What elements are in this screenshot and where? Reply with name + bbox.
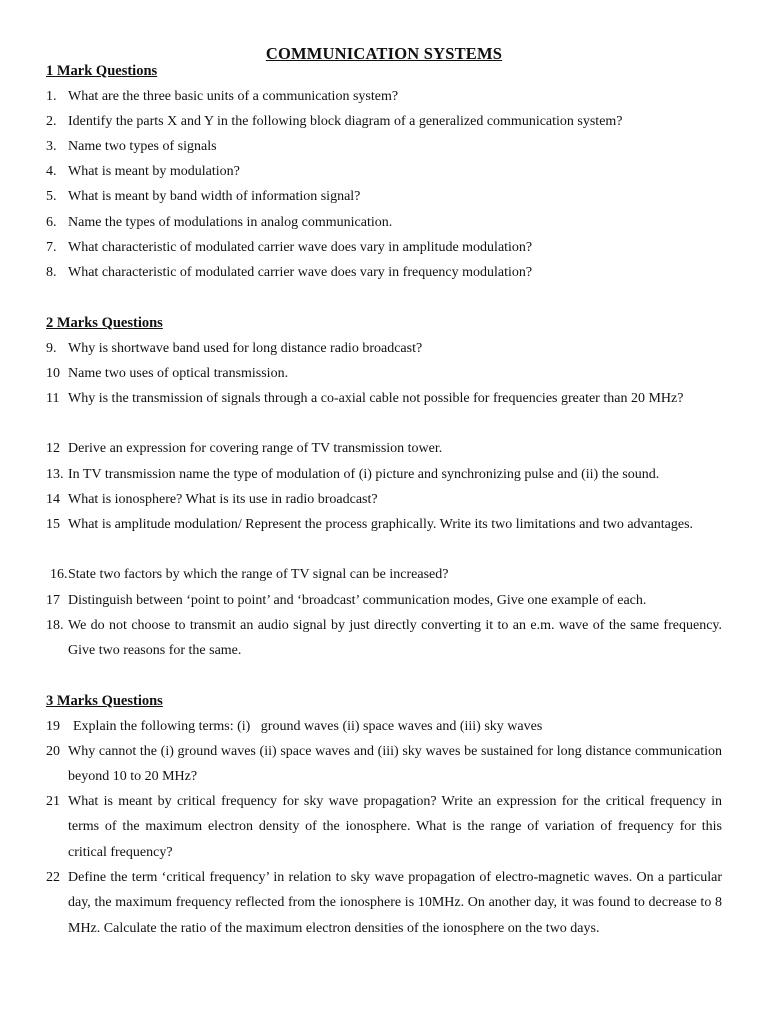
question-item: [46, 84, 722, 109]
question-number: 16.: [50, 567, 68, 582]
question-text: We do not choose to transmit an audio signal by just directly converting it to an e.m. wave of the same frequency. Give two reasons for the same.: [68, 618, 722, 659]
question-item: [46, 336, 722, 361]
question-item: [46, 436, 722, 461]
section-heading-3-marks: 3 Marks Questions: [46, 693, 163, 709]
question-number: 4.: [46, 164, 57, 179]
question-text: State two factors by which the range of TV signal can be increased?: [68, 567, 449, 582]
question-text: Why is shortwave band used for long distance radio broadcast?: [68, 341, 423, 356]
question-text: Why is the transmission of signals through a co-axial cable not possible for frequencies greater than 20 MHz?: [68, 391, 684, 406]
question-text: Why cannot the (i) ground waves (ii) space waves and (iii) sky waves be sustained for long distance communication beyond 10 to 20 MHz?: [68, 744, 722, 785]
question-item: [46, 159, 722, 184]
question-number: 8.: [46, 265, 57, 280]
page-title: COMMUNICATION SYSTEMS: [265, 44, 503, 63]
question-text: Define the term ‘critical frequency’ in relation to sky wave propagation of electro-magnetic waves. On a particular day, the maximum frequency reflected from the ionosphere is 10MHz. On another day, it was found to decrease to 8 MHz. Calculate the ratio of the maximum electron densities of the ionosphere on the two days.: [68, 870, 722, 936]
question-number: 9.: [46, 341, 57, 356]
question-text: Name two uses of optical transmission.: [68, 366, 289, 381]
question-item: [46, 865, 722, 941]
question-number: 14: [46, 492, 60, 507]
question-text: What is meant by band width of information signal?: [68, 189, 361, 204]
question-item: [46, 235, 722, 260]
question-number: 17: [46, 593, 60, 608]
question-item: [46, 184, 722, 209]
question-text: In TV transmission name the type of modulation of (i) picture and synchronizing pulse and (ii) the sound.: [68, 467, 660, 482]
question-number: 2.: [46, 114, 57, 129]
question-text: Distinguish between ‘point to point’ and ‘broadcast’ communication modes, Give one example of each.: [68, 593, 647, 608]
question-number: 11: [46, 391, 60, 406]
question-number: 22: [46, 870, 60, 885]
question-text: What characteristic of modulated carrier wave does vary in frequency modulation?: [68, 265, 533, 280]
question-number: 21: [46, 794, 60, 809]
question-text: Explain the following terms: (i) ground waves (ii) space waves and (iii) sky waves: [73, 719, 543, 734]
question-item: [46, 361, 722, 386]
question-text: What is meant by modulation?: [68, 164, 240, 179]
section-heading-1-mark: 1 Mark Questions: [46, 63, 158, 79]
question-item: [46, 109, 722, 134]
question-item: [46, 134, 722, 159]
question-number: 13.: [46, 467, 64, 482]
question-item: [46, 260, 722, 285]
question-item: [46, 739, 722, 790]
question-text: Identify the parts X and Y in the following block diagram of a generalized communication system?: [68, 114, 623, 129]
question-item: [46, 613, 722, 664]
question-item: [46, 487, 722, 512]
question-number: 19: [46, 719, 60, 734]
question-item: [46, 210, 722, 235]
question-text: Name the types of modulations in analog communication.: [68, 215, 393, 230]
question-item: [46, 714, 722, 739]
question-item: [46, 386, 722, 411]
question-number: 3.: [46, 139, 57, 154]
question-number: 1.: [46, 89, 57, 104]
question-text: What is meant by critical frequency for sky wave propagation? Write an expression for the critical frequency in terms of the maximum electron density of the ionosphere. What is the range of variation of frequency for this critical frequency?: [68, 794, 722, 860]
question-text: What is amplitude modulation/ Represent the process graphically. Write its two limitations and two advantages.: [68, 517, 694, 532]
question-number: 5.: [46, 189, 57, 204]
question-number: 20: [46, 744, 60, 759]
question-number: 15: [46, 517, 60, 532]
question-text: What characteristic of modulated carrier wave does vary in amplitude modulation?: [68, 240, 533, 255]
question-number: 12: [46, 441, 60, 456]
question-text: Name two types of signals: [68, 139, 217, 154]
question-text: Derive an expression for covering range of TV transmission tower.: [68, 441, 443, 456]
question-item: [46, 512, 722, 537]
question-item: [46, 789, 722, 865]
question-item: [46, 562, 722, 587]
section-heading-2-marks: 2 Marks Questions: [46, 315, 163, 331]
question-number: 6.: [46, 215, 57, 230]
question-item: [46, 462, 722, 487]
question-number: 18.: [46, 618, 64, 633]
question-text: What is ionosphere? What is its use in radio broadcast?: [68, 492, 378, 507]
question-number: 10: [46, 366, 60, 381]
question-number: 7.: [46, 240, 57, 255]
question-item: [46, 588, 722, 613]
question-text: What are the three basic units of a communication system?: [68, 89, 399, 104]
